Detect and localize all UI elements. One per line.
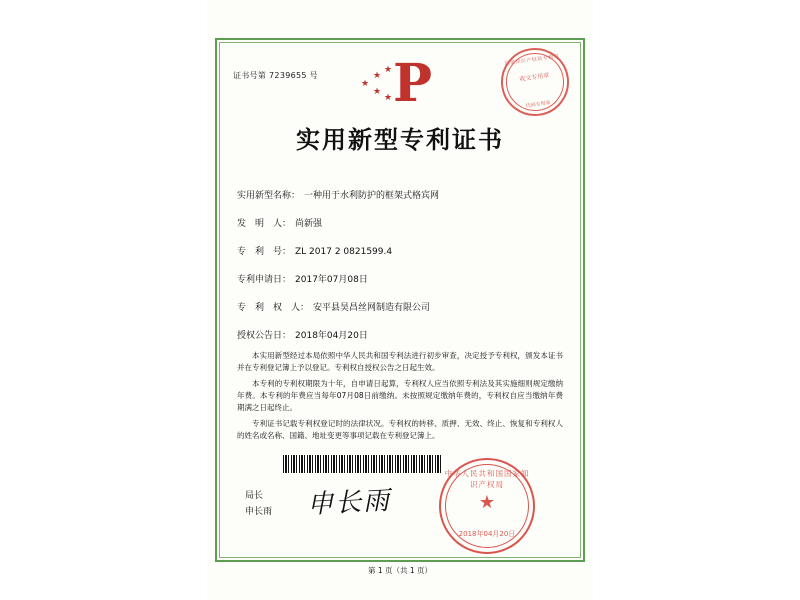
- main-seal-arc-text: 中华人民共和国国家知识产权局: [444, 469, 530, 489]
- certificate-number: 证书号第 7239655 号: [233, 71, 318, 80]
- document-title: 实用新型专利证书: [296, 126, 504, 154]
- field-value: 安平县昊昌丝网制造有限公司: [313, 303, 431, 313]
- logo-star-icon: ★: [384, 65, 393, 75]
- top-seal-bottom-text: 代码专用章: [525, 100, 551, 110]
- field-value: 一种用于水利防护的框架式格宾网: [304, 191, 440, 201]
- body-paragraph: 专利证书记载专利权登记时的法律状况。专利权的转移、质押、无效、终止、恢复和专利权人的姓名或名称、国籍、地址变更等事项记载在专利登记簿上。: [237, 419, 563, 440]
- top-seal-arc-text: 国家知识产权局专利局: [504, 53, 560, 68]
- field-row: [237, 244, 563, 257]
- body-text: [237, 350, 563, 446]
- seal-star-icon: ★: [478, 492, 496, 513]
- field-row: [237, 328, 563, 341]
- field-value: ZL 2017 2 0821599.4: [295, 247, 393, 257]
- field-value: 2018年04月20日: [295, 331, 368, 341]
- field-list: [237, 188, 563, 356]
- field-label: 专利申请日：: [237, 275, 292, 285]
- handwritten-signature: 申长雨: [306, 485, 392, 521]
- main-seal-date: 2018年04月20日: [458, 530, 516, 538]
- field-row: [237, 300, 563, 313]
- page-footer: 第 1 页（共 1 页）: [367, 566, 433, 575]
- field-label: 专 利 权 人：: [237, 303, 310, 313]
- signature-title-label: 局长: [245, 491, 264, 501]
- body-paragraph: 本实用新型经过本局依照中华人民共和国专利法进行初步审查，决定授予专利权，颁发本证书并在专利登记簿上予以登记。专利权自授权公告之日起生效。: [237, 351, 563, 372]
- field-label: 授权公告日：: [237, 331, 292, 341]
- logo-star-icon: ★: [384, 93, 393, 103]
- logo-star-icon: ★: [373, 87, 382, 97]
- body-paragraph: 本专利的专利权期限为十年，自申请日起算，专利权人应当依照专利法及其实施细则规定缴纳年费。本专利的年费应当每年07月08日前缴纳。未按照规定缴纳年费的，专利权自应当缴纳年费期满之日起终止。: [237, 379, 563, 412]
- logo-star-icon: ★: [373, 71, 382, 81]
- patent-office-logo: [355, 53, 445, 114]
- signature-block: [245, 488, 272, 520]
- barcode: [283, 455, 443, 473]
- national-seal-icon: [439, 458, 535, 554]
- certificate-sheet: [207, 0, 593, 600]
- field-value: 2017年07月08日: [295, 275, 368, 285]
- field-value: 尚新强: [295, 219, 323, 229]
- field-row: [237, 272, 563, 285]
- field-row: [237, 188, 563, 201]
- logo-p-mark-icon: P: [393, 53, 433, 114]
- field-label: 实用新型名称：: [237, 191, 301, 201]
- field-label: 专 利 号：: [237, 247, 292, 257]
- field-row: [237, 216, 563, 229]
- field-label: 发 明 人：: [237, 219, 292, 229]
- top-seal-middle-text: 收文专用章: [519, 71, 550, 84]
- logo-star-icon: ★: [361, 79, 370, 89]
- signature-name-label: 申长雨: [245, 507, 273, 517]
